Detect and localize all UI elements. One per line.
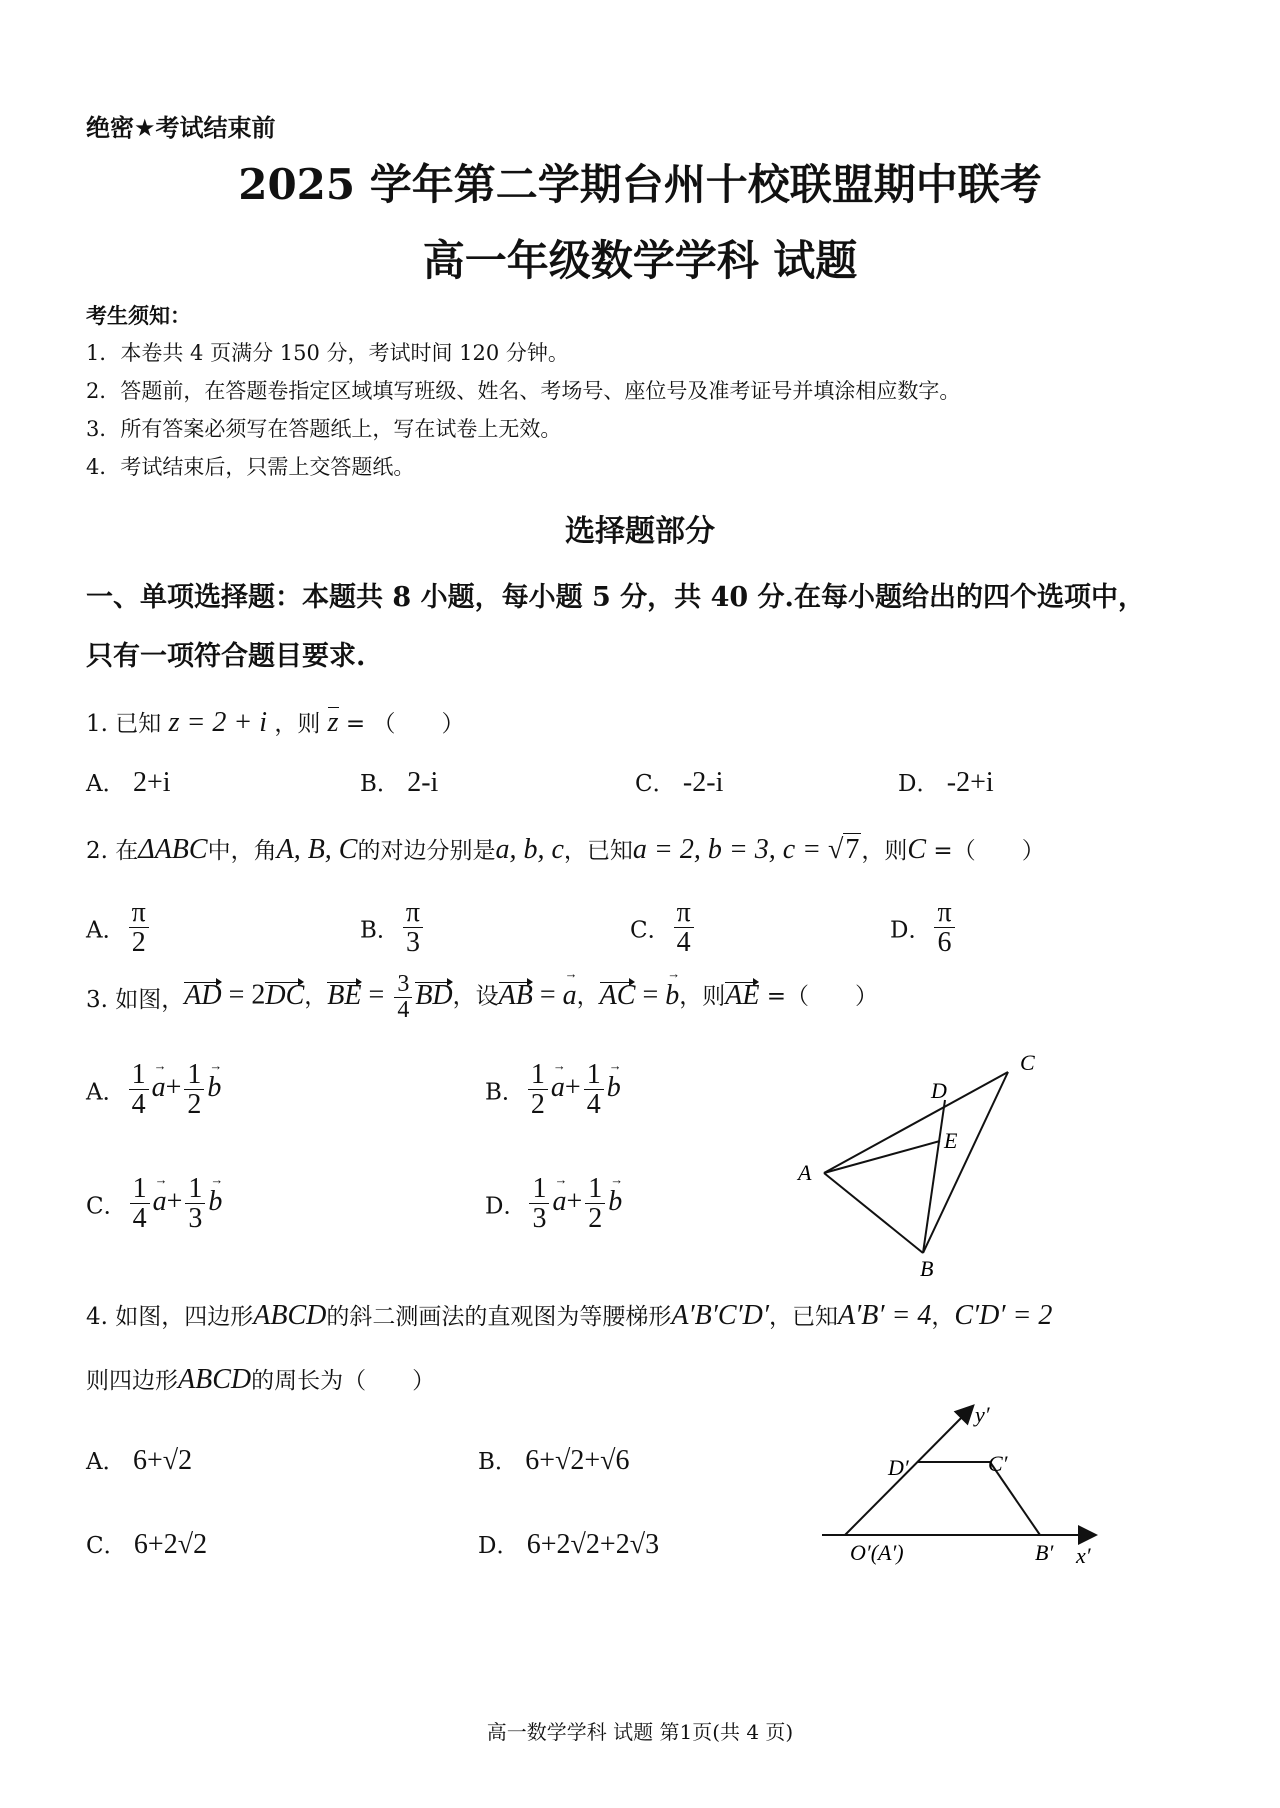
q3-option-c: C． $\frac{1}{4}$ a →+ $\frac{1}{3}$ b → — [86, 1174, 222, 1234]
q1-expression: z = 2 + i — [168, 707, 268, 738]
label-A: A — [798, 1160, 812, 1185]
q4-trapezoid-figure — [810, 1395, 1110, 1585]
q1-number: 1. 已知 — [86, 711, 162, 737]
page-footer: 高一数学学科 试题 第1页(共 4 页) — [486, 1720, 794, 1744]
q1-conjugate: z — [327, 707, 339, 738]
label-O-prime: O′(A′) — [850, 1540, 904, 1565]
question-3: 3. 如图，AD = 2DC，BE = $\frac{3}{4}$ BD，设AB = a →，AC = b →，则AE =（ ） — [86, 972, 878, 1023]
segment-ab — [824, 1173, 923, 1253]
section-instructions: 一、单项选择题：本题共 8 小题，每小题 5 分，共 40 分.在每小题给出的四个选项中， — [86, 582, 1145, 613]
label-B-prime: B′ — [1035, 1540, 1054, 1565]
q1-text: ，则 — [274, 711, 321, 737]
notice-heading: 考生须知： — [86, 304, 191, 328]
label-E: E — [944, 1128, 958, 1153]
question-4: 4. 如图，四边形ABCD的斜二测画法的直观图为等腰梯形A′B′C′D′，已知A′B′ = 4，C′D′ = 2 — [86, 1300, 1053, 1331]
exam-title: 2025 学年第二学期台州十校联盟期中联考 — [238, 160, 1042, 209]
exam-subtitle: 高一年级数学学科 试题 — [422, 236, 858, 285]
q1-option-a: A． 2+i — [86, 767, 171, 798]
q1-option-d: D． -2+i — [898, 767, 994, 798]
q3-option-b: B． $\frac{1}{2}$ a →+ $\frac{1}{4}$ b → — [485, 1060, 621, 1120]
label-D-prime: D′ — [888, 1455, 909, 1480]
q3-option-a: A． $\frac{1}{4}$ a →+ $\frac{1}{2}$ b → — [86, 1060, 221, 1120]
label-B: B — [920, 1256, 934, 1280]
question-1 — [86, 705, 464, 739]
segment-ac — [824, 1072, 1008, 1173]
notice-item: 4．考试结束后，只需上交答题纸。 — [86, 455, 415, 479]
notice-item: 1．本卷共 4 页满分 150 分，考试时间 120 分钟。 — [86, 341, 569, 365]
label-x-axis: x′ — [1076, 1543, 1091, 1568]
confidential-label: 绝密★考试结束前 — [86, 114, 276, 142]
label-C: C — [1020, 1050, 1035, 1075]
q4-option-c: C． 6+2√2 — [86, 1529, 208, 1560]
q1-blank: = （ ） — [345, 711, 465, 737]
part-title: 选择题部分 — [565, 514, 715, 549]
q2-option-b: B． $\frac{\pi}{3}$ — [360, 898, 426, 958]
q4-option-a: A． 6+√2 — [86, 1445, 193, 1476]
q2-triangle: ΔABC — [138, 834, 208, 865]
q2-option-c: C． $\frac{\pi}{4}$ — [630, 898, 697, 958]
q3-triangle-figure — [780, 1040, 1060, 1280]
q3-option-d: D． $\frac{1}{3}$ a →+ $\frac{1}{2}$ b → — [485, 1174, 622, 1234]
label-y-axis: y′ — [975, 1402, 990, 1427]
q2-option-a: A． $\frac{\pi}{2}$ — [86, 898, 152, 958]
question-4-cont: 则四边形ABCD的周长为（ ） — [86, 1364, 436, 1395]
section-instructions-cont: 只有一项符合题目要求. — [86, 641, 366, 672]
question-2: 2. 在ΔABC中，角A, B, C的对边分别是a, b, c，已知a = 2, b = 3, c = √7，则C =（ ） — [86, 834, 1045, 865]
sqrt-symbol: √7 — [828, 834, 860, 865]
q1-option-c: C． -2-i — [635, 767, 724, 798]
q4-option-d: D． 6+2√2+2√3 — [478, 1529, 660, 1560]
label-D: D — [931, 1078, 947, 1103]
notice-item: 3．所有答案必须写在答题纸上，写在试卷上无效。 — [86, 417, 562, 441]
notice-item: 2．答题前，在答题卷指定区域填写班级、姓名、考场号、座位号及准考证号并填涂相应数字。 — [86, 379, 961, 403]
q2-option-d: D． $\frac{\pi}{6}$ — [890, 898, 958, 958]
q1-option-b: B． 2-i — [360, 767, 439, 798]
q4-option-b: B． 6+√2+√6 — [478, 1445, 630, 1476]
segment-ae — [824, 1141, 940, 1173]
label-C-prime: C′ — [988, 1451, 1008, 1476]
